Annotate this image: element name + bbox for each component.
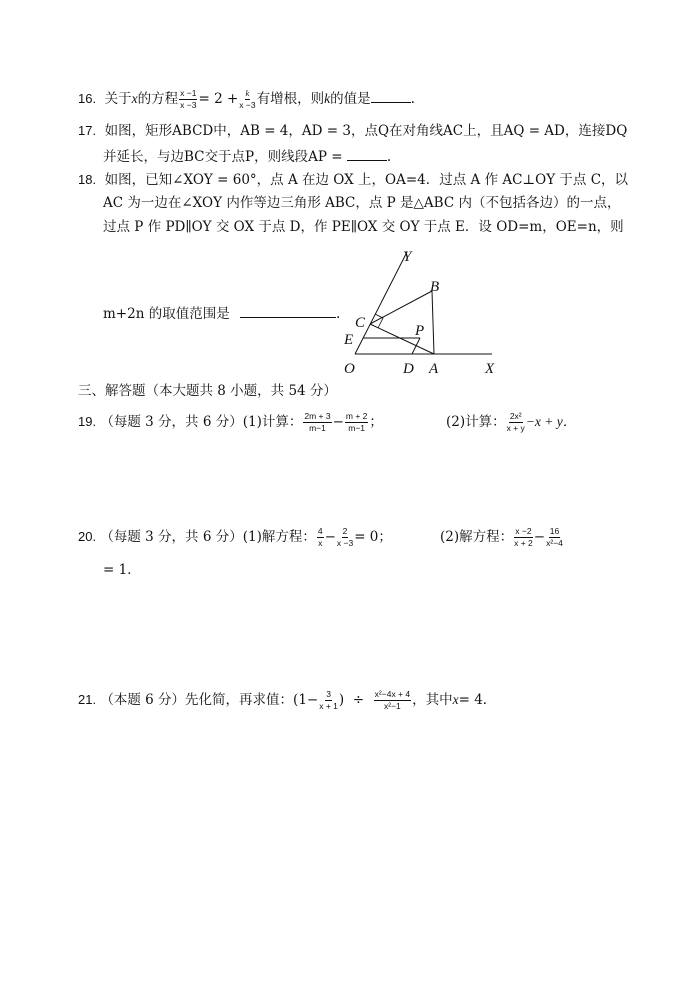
label-o: O (344, 361, 355, 377)
fraction-1: $\frac{3}{x + 1}$ (319, 689, 338, 711)
answer-blank[interactable] (371, 90, 411, 103)
label-c: C (355, 315, 366, 331)
segment-pd (412, 338, 420, 354)
q21-head: （本题 6 分）先化简，再求值： (100, 691, 294, 708)
fraction-rhs: $\frac{k}{x -3}$ (239, 88, 256, 110)
var-k: k (324, 90, 331, 106)
q18-line-2: AC 为一边在∠XOY 内作等边三角形 ABC，点 P 是△ABC 内（不包括各边）的一点， (103, 195, 621, 211)
question-number: 17. (78, 123, 97, 138)
label-b: B (430, 279, 440, 295)
question-17-line-2: 并延长，与边BC交于点P，则线段AP = . (103, 149, 392, 165)
question-17 (78, 124, 627, 139)
question-number: 19. (78, 413, 97, 429)
fraction-4: $\frac{16}{\text{x²−4}}$ (546, 526, 563, 548)
q16-text: 的方程 (137, 90, 179, 107)
q20-head: （每题 3 分，共 6 分）(1)解方程： (100, 528, 316, 545)
segment-ba (432, 291, 434, 354)
q17-line-2: 并延长，与边BC交于点P，则线段AP = (103, 149, 343, 165)
question-number: 18. (78, 172, 97, 187)
question-20: 20. （每题 3 分，共 6 分）(1)解方程： $\frac{4}{x}$ − $\frac{2}{x -3}$ = 0； (78, 526, 392, 548)
q18-line-1: 如图，已知∠XOY = 60°，点 A 在边 OX 上，OA=4．过点 A 作 AC⊥OY 于点 C，以 (104, 172, 629, 188)
fraction-1: $\frac{4}{x}$ (317, 526, 323, 548)
question-18 (78, 173, 628, 188)
fraction-2: $\frac{m + 2}{m-1}$ (345, 411, 368, 433)
answer-blank[interactable] (347, 148, 387, 161)
q20-line-2: = 1． (103, 562, 141, 578)
q16-text: 的值是 (330, 90, 371, 107)
question-21: 21. （本题 6 分）先化简，再求值：(1− $\frac{3}{x + 1}$ ) ÷ $\frac{\text{x²−4x + 4}}{\text{x²−1}}$ ，其中x= 4． (78, 689, 497, 711)
label-y: Y (403, 249, 412, 265)
fraction-lhs: $\frac{x -1}{x -3}$ (180, 88, 197, 110)
q18-line-3: 过点 P 作 PD∥OY 交 OX 于点 D，作 PE∥OX 交 OY 于点 E．设 OD=m，OE=n，则 (103, 219, 624, 235)
geometry-figure (330, 240, 510, 380)
question-number: 20. (78, 528, 97, 544)
fraction-3: $\frac{\text{2x²}}{x + y}$ (506, 411, 525, 433)
q19-head: （每题 3 分，共 6 分）(1)计算： (100, 413, 303, 430)
question-19: 19. （每题 3 分，共 6 分）(1)计算： $\frac{2m + 3}{m-1}$ − $\frac{m + 2}{m-1}$ ； (78, 411, 383, 433)
q16-eq: = 2 + (198, 90, 239, 107)
fraction-1: $\frac{2m + 3}{m-1}$ (304, 411, 331, 433)
q17-line-1: 如图，矩形ABCD中，AB = 4，AD = 3，点Q在对角线AC上，且AQ = AD，连接DQ (104, 123, 628, 139)
q18-line-4: m+2n 的取值范围是 . (103, 306, 341, 322)
fraction-2: $\frac{2}{x -3}$ (336, 526, 354, 548)
label-e: E (344, 332, 354, 348)
question-number: 21. (78, 691, 97, 707)
question-number: 16. (78, 90, 97, 106)
segment-ac (370, 324, 434, 354)
label-p: P (415, 323, 425, 339)
question-16: 16. 关于x的方程 $\frac{x -1}{x -3}$ = 2 + $\frac{k}{x -3}$ 有增根，则k的值是 . (78, 88, 415, 110)
q16-text: 关于 (104, 90, 132, 107)
section-title: 三、解答题（本大题共 8 小题，共 54 分） (78, 383, 337, 399)
fraction-3: $\frac{x -2}{x + 2}$ (514, 526, 533, 548)
question-20-part-2: (2)解方程： $\frac{x -2}{x + 2}$ − $\frac{16}{\text{x²−4}}$ (440, 526, 563, 548)
answer-blank[interactable] (240, 305, 336, 318)
label-d: D (403, 361, 414, 377)
q16-text: 有增根，则 (256, 90, 325, 107)
question-19-part-2: (2)计算： $\frac{\text{2x²}}{x + y}$ −x + y． (446, 411, 577, 433)
label-x: X (485, 361, 495, 377)
ray-oy (355, 252, 407, 354)
fraction-2: $\frac{\text{x²−4x + 4}}{\text{x²−1}}$ (374, 689, 411, 711)
segment-cb (370, 291, 432, 324)
var-x: x (131, 90, 138, 106)
label-a: A (429, 361, 439, 377)
